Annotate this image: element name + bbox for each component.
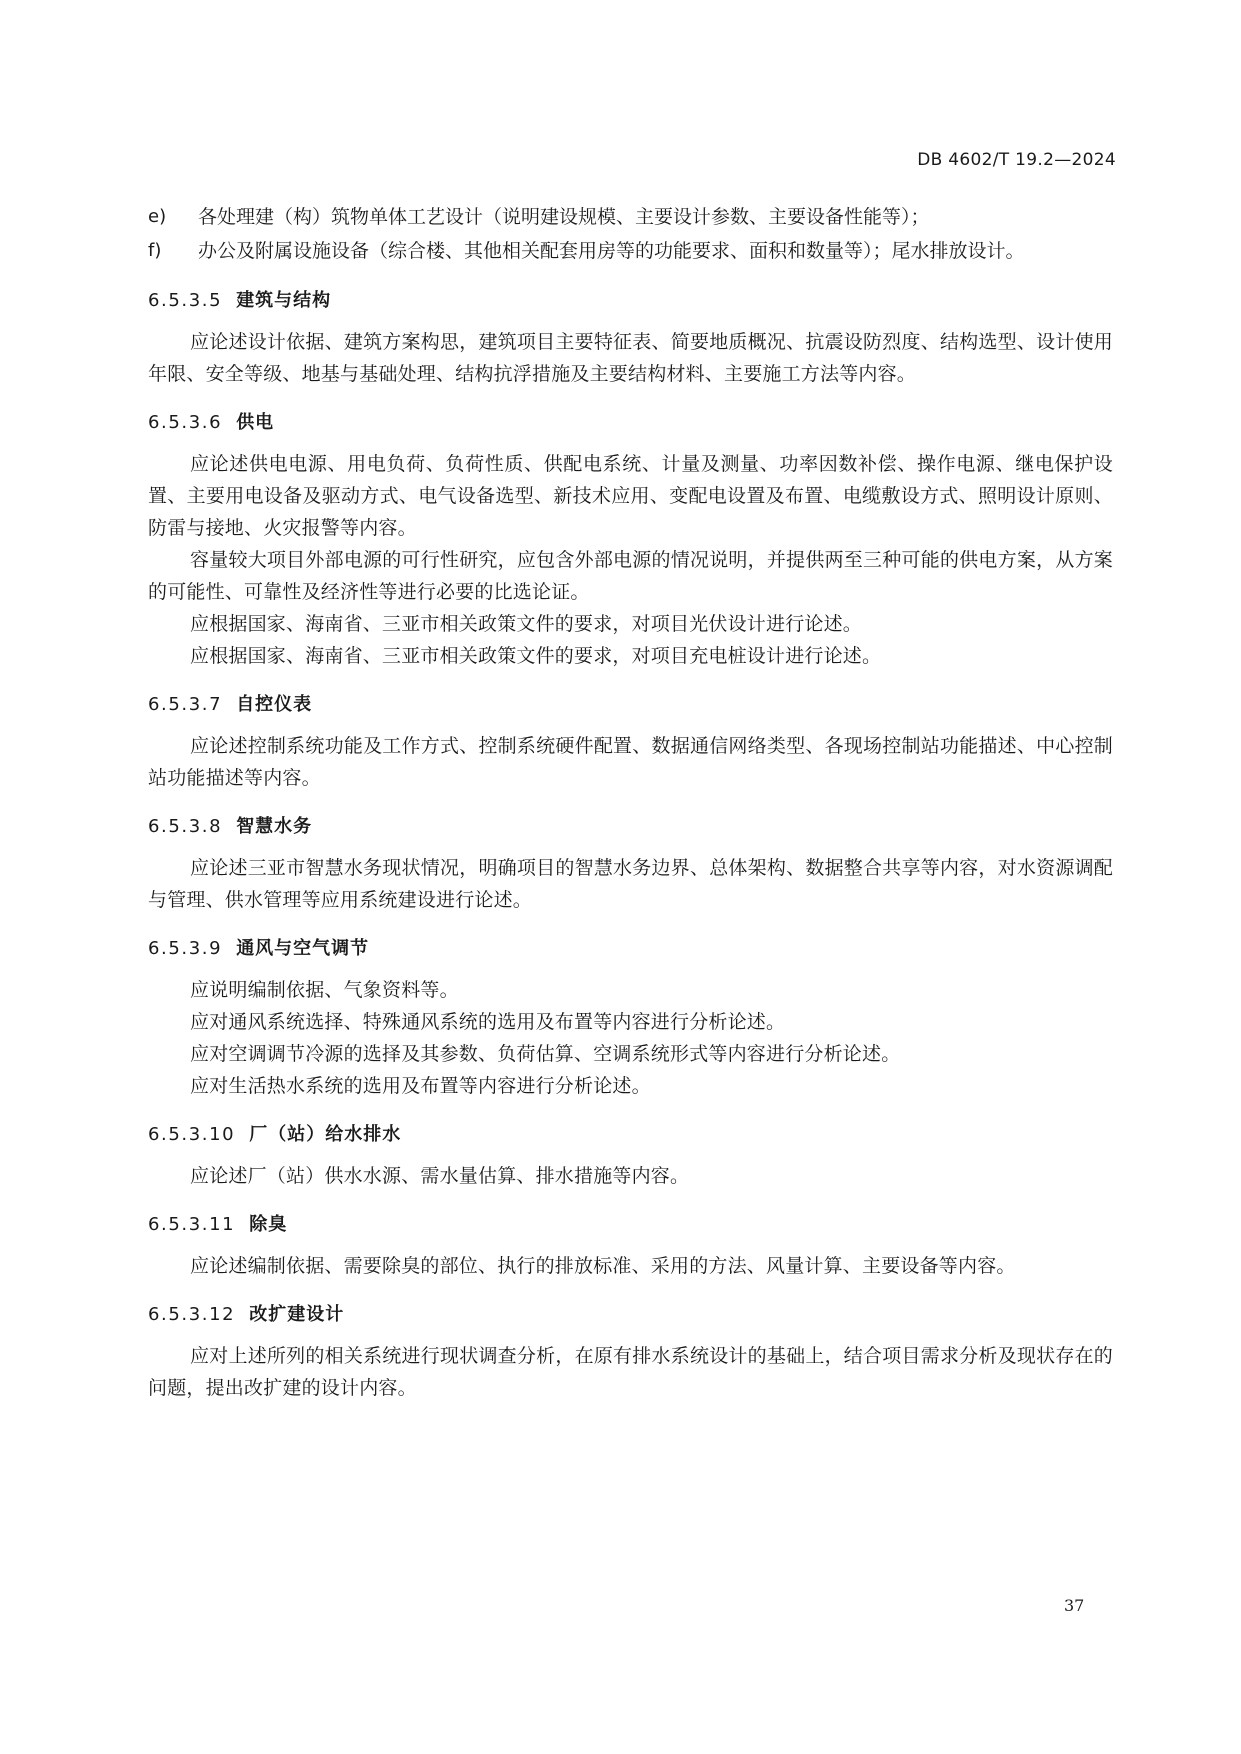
paragraph: 应论述厂（站）供水水源、需水量估算、排水措施等内容。: [190, 1165, 690, 1187]
section-title: 除臭: [249, 1214, 288, 1235]
section-number: 6.5.3.11: [148, 1214, 236, 1235]
list-item: [148, 200, 1113, 234]
paragraph: 应论述设计依据、建筑方案构思，建筑项目主要特征表、简要地质概况、抗震设防烈度、结构选型、设计使用年限、安全等级、地基与基础处理、结构抗浮措施及主要结构材料、主要施工方法等内容。: [148, 331, 1113, 385]
paragraph: 应说明编制依据、气象资料等。: [190, 979, 459, 1001]
paragraph: 应论述编制依据、需要除臭的部位、执行的排放标准、采用的方法、风量计算、主要设备等内容。: [190, 1255, 1016, 1277]
section-heading: [148, 692, 1113, 718]
section-6-5-3-9: [148, 936, 1113, 1102]
section-title: 改扩建设计: [249, 1304, 345, 1325]
section-list: [148, 288, 1113, 1404]
section-heading: [148, 1212, 1113, 1238]
section-number: 6.5.3.9: [148, 938, 223, 959]
section-heading: [148, 288, 1113, 314]
paragraph: 应论述供电电源、用电负荷、负荷性质、供配电系统、计量及测量、功率因数补偿、操作电源、继电保护设置、主要用电设备及驱动方式、电气设备选型、新技术应用、变配电设置及布置、电缆敷设方式、照明设计原则、防雷与接地、火灾报警等内容。: [148, 453, 1113, 539]
document-body: [148, 200, 1113, 1404]
paragraph: 应根据国家、海南省、三亚市相关政策文件的要求，对项目充电桩设计进行论述。: [190, 645, 882, 667]
standard-code: DB 4602/T 19.2—2024: [917, 150, 1116, 170]
list-item-marker: e): [148, 206, 167, 227]
list-item: [148, 234, 1113, 268]
section-number: 6.5.3.12: [148, 1304, 236, 1325]
section-number: 6.5.3.10: [148, 1124, 236, 1145]
section-6-5-3-5: [148, 288, 1113, 390]
section-title: 供电: [236, 412, 275, 433]
section-title: 自控仪表: [236, 694, 313, 715]
section-heading: [148, 1302, 1113, 1328]
section-6-5-3-12: [148, 1302, 1113, 1404]
section-heading: [148, 936, 1113, 962]
section-heading: [148, 1122, 1113, 1148]
paragraph: 容量较大项目外部电源的可行性研究，应包含外部电源的情况说明，并提供两至三种可能的供电方案，从方案的可能性、可靠性及经济性等进行必要的比选论证。: [148, 549, 1113, 603]
paragraph: 应对上述所列的相关系统进行现状调查分析，在原有排水系统设计的基础上，结合项目需求分析及现状存在的问题，提出改扩建的设计内容。: [148, 1345, 1113, 1399]
section-number: 6.5.3.8: [148, 816, 223, 837]
section-number: 6.5.3.7: [148, 694, 223, 715]
paragraph: 应对通风系统选择、特殊通风系统的选用及布置等内容进行分析论述。: [190, 1011, 786, 1033]
paragraph: 应对空调调节冷源的选择及其参数、负荷估算、空调系统形式等内容进行分析论述。: [190, 1043, 901, 1065]
section-heading: [148, 410, 1113, 436]
section-number: 6.5.3.6: [148, 412, 223, 433]
section-heading: [148, 814, 1113, 840]
list-item-text: 各处理建（构）筑物单体工艺设计（说明建设规模、主要设计参数、主要设备性能等）；: [198, 206, 930, 228]
section-6-5-3-10: [148, 1122, 1113, 1192]
section-title: 建筑与结构: [236, 290, 332, 311]
list-item-marker: f): [148, 240, 162, 261]
section-6-5-3-8: [148, 814, 1113, 916]
section-6-5-3-11: [148, 1212, 1113, 1282]
paragraph: 应论述控制系统功能及工作方式、控制系统硬件配置、数据通信网络类型、各现场控制站功能描述、中心控制站功能描述等内容。: [148, 735, 1113, 789]
section-title: 厂（站）给水排水: [249, 1124, 402, 1145]
item-list: [148, 200, 1113, 268]
list-item-text: 办公及附属设施设备（综合楼、其他相关配套用房等的功能要求、面积和数量等）；尾水排放设计。: [198, 240, 1025, 262]
page-number: 37: [1064, 1596, 1085, 1615]
paragraph: 应论述三亚市智慧水务现状情况，明确项目的智慧水务边界、总体架构、数据整合共享等内容，对水资源调配与管理、供水管理等应用系统建设进行论述。: [148, 857, 1113, 911]
section-title: 智慧水务: [236, 816, 313, 837]
section-title: 通风与空气调节: [236, 938, 370, 959]
paragraph: 应根据国家、海南省、三亚市相关政策文件的要求，对项目光伏设计进行论述。: [190, 613, 863, 635]
section-6-5-3-6: [148, 410, 1113, 672]
section-number: 6.5.3.5: [148, 290, 223, 311]
paragraph: 应对生活热水系统的选用及布置等内容进行分析论述。: [190, 1075, 651, 1097]
section-6-5-3-7: [148, 692, 1113, 794]
